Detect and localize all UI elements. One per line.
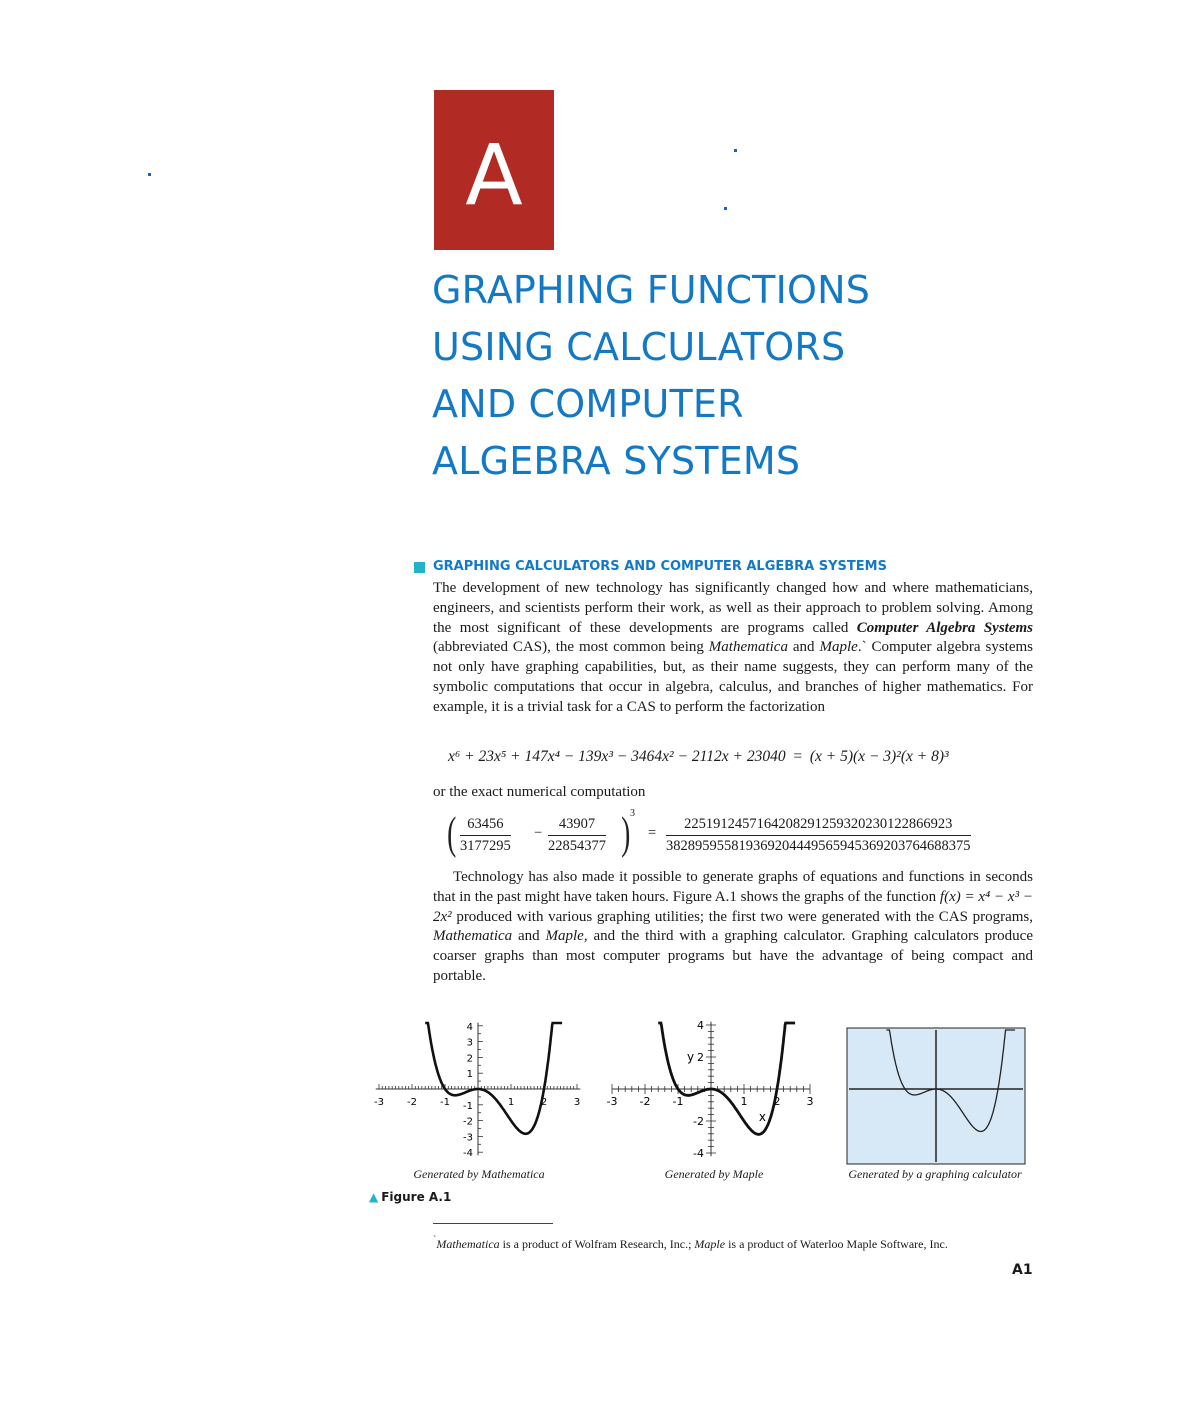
fraction — [460, 816, 511, 855]
equals-sign: = — [789, 748, 806, 765]
y-tick-label: -1 — [463, 1100, 473, 1112]
fraction — [666, 816, 971, 855]
figure-label-text: Figure A.1 — [381, 1190, 452, 1204]
term-mathematica: Mathematica — [436, 1237, 500, 1251]
footnote — [433, 1235, 948, 1252]
function-curve — [425, 1023, 562, 1134]
denominator: 382895955819369204449565945369203764688375 — [666, 838, 971, 854]
left-paren: ( — [447, 807, 457, 858]
term-computer-algebra-systems: Computer Algebra Systems — [856, 619, 1033, 636]
text: .` Computer algebra systems not only have graphing capabilities, but, as their name suggests, they can perform many of the symbolic computations that occur in algebra, calculus, and branches of higher mathematics. For example, it is a trivial task for a CAS to perform the factorization — [433, 639, 1033, 715]
exponent: 3 — [630, 808, 635, 819]
function-expression: f(x) = x⁴ − x³ − 2x² — [433, 888, 1033, 925]
x-tick-label: -1 — [440, 1097, 450, 1108]
text: is a product of Wolfram Research, Inc.; — [499, 1237, 695, 1251]
denominator: 3177295 — [460, 838, 511, 854]
scan-dot — [148, 173, 151, 176]
y-tick-label: -4 — [463, 1148, 473, 1160]
figure-graphs — [0, 1015, 1200, 1170]
calculator-graph — [847, 1028, 1025, 1164]
chapter-title-line: AND COMPUTER — [432, 382, 744, 426]
x-tick-label: -3 — [606, 1095, 618, 1108]
numerator: 43907 — [548, 816, 606, 836]
y-tick-label: 3 — [466, 1037, 473, 1049]
text: and — [787, 639, 820, 656]
text: Technology has also made it possible to generate graphs of equations and functions in seconds that in the past might have taken hours. Figure A.1 shows the graphs of the function — [433, 869, 1033, 905]
body-text-line: or the exact numerical computation — [433, 784, 646, 800]
x-tick-label: -2 — [639, 1095, 651, 1108]
function-curve — [658, 1023, 795, 1134]
y-axis-label: y — [687, 1050, 695, 1064]
x-tick-label: 3 — [806, 1095, 814, 1108]
term-mathematica: Mathematica — [708, 639, 788, 656]
equation-lhs: x⁶ + 23x⁵ + 147x⁴ − 139x³ − 3464x² − 2112x + 23040 — [448, 748, 786, 765]
y-tick-label: 4 — [697, 1019, 704, 1032]
chapter-title-line: GRAPHING FUNCTIONS — [432, 268, 871, 312]
text: (abbreviated CAS), the most common being — [433, 639, 709, 656]
x-axis-label: x — [758, 1110, 766, 1124]
mathematica-graph — [374, 1022, 580, 1159]
x-tick-label: -1 — [672, 1095, 684, 1108]
y-tick-label: -3 — [463, 1132, 473, 1144]
numerator: 63456 — [460, 816, 511, 836]
maple-graph — [607, 1019, 814, 1160]
y-tick-label: -2 — [693, 1115, 704, 1128]
minus-sign: − — [534, 825, 543, 841]
text: and — [512, 928, 546, 945]
equals-sign: = — [648, 825, 657, 841]
numerical-computation-equation — [447, 807, 1020, 860]
chapter-title-line: USING CALCULATORS — [432, 325, 846, 369]
term-maple: Maple — [819, 639, 858, 656]
body-paragraph — [433, 579, 1033, 718]
text: The development of new technology has significantly changed how and where mathematicians, engineers, and scientists perform their work, as well as their approach to problem solving. Among the most significant of these developments are programs called — [433, 580, 1033, 636]
factorization-equation — [448, 748, 949, 766]
chapter-letter-block — [434, 90, 554, 250]
y-tick-label: 2 — [697, 1051, 704, 1064]
text: , and the third with a graphing calculator. Graphing calculators produce coarser graphs than most computer programs but have the advantage of being compact and portable. — [433, 928, 1033, 984]
scan-dot — [724, 207, 727, 210]
x-tick-label: 1 — [740, 1095, 748, 1108]
y-tick-label: 1 — [466, 1069, 473, 1081]
footnote-rule — [433, 1223, 553, 1224]
figure-caption: Generated by Mathematica — [413, 1167, 545, 1181]
x-tick-label: 2 — [773, 1095, 781, 1108]
right-paren: ) — [621, 807, 631, 858]
section-heading: GRAPHING CALCULATORS AND COMPUTER ALGEBRA SYSTEMS — [433, 559, 887, 574]
fraction — [548, 816, 606, 855]
x-tick-label: 2 — [540, 1097, 548, 1108]
y-tick-label: -2 — [463, 1116, 473, 1128]
chapter-title — [432, 262, 1152, 490]
figure-caption: Generated by a graphing calculator — [848, 1167, 1022, 1181]
x-tick-label: -2 — [407, 1097, 417, 1108]
body-paragraph — [433, 868, 1033, 987]
term-maple: Maple — [545, 928, 584, 945]
x-tick-label: 3 — [573, 1097, 581, 1108]
text: produced with various graphing utilities; the first two were generated with the CAS programs, — [451, 908, 1033, 925]
denominator: 22854377 — [548, 838, 606, 854]
x-tick-label: 1 — [507, 1097, 515, 1108]
y-tick-label: 4 — [466, 1021, 473, 1033]
footnote-mark: ` — [433, 1235, 437, 1246]
text: is a product of Waterloo Maple Software, Inc. — [725, 1237, 948, 1251]
y-tick-label: -4 — [693, 1147, 704, 1160]
figure-caption: Generated by Maple — [664, 1167, 764, 1181]
term-maple: Maple — [694, 1237, 726, 1251]
page-number: A1 — [1012, 1262, 1033, 1278]
figure-label — [369, 1190, 451, 1204]
chapter-letter: A — [465, 126, 523, 224]
term-mathematica: Mathematica — [433, 928, 513, 945]
x-tick-label: -3 — [374, 1097, 384, 1108]
equation-rhs: (x + 5)(x − 3)²(x + 8)³ — [809, 748, 949, 765]
scan-dot — [734, 149, 737, 152]
y-tick-label: 2 — [466, 1053, 473, 1065]
triangle-icon: ▲ — [369, 1190, 379, 1204]
numerator: 2251912457164208291259320230122866923 — [666, 816, 971, 836]
section-marker-icon — [414, 562, 425, 573]
chapter-title-line: ALGEBRA SYSTEMS — [432, 439, 801, 483]
